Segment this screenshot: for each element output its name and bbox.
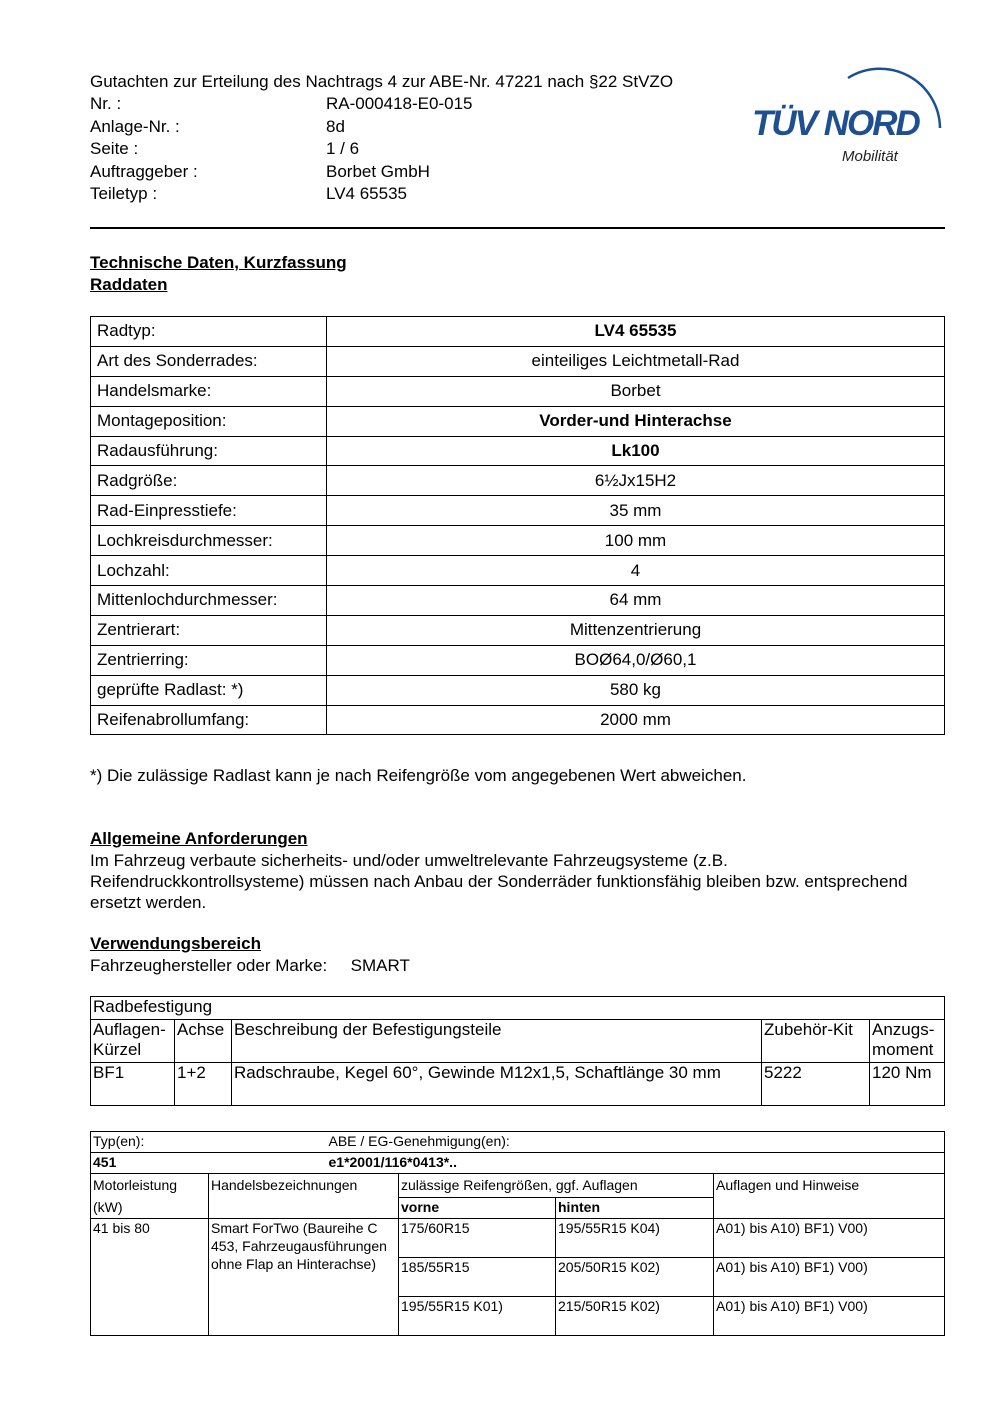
- motor-value: 41 bis 80: [91, 1219, 209, 1336]
- hinten-value: 195/55R15 K04): [556, 1219, 714, 1258]
- raddaten-label: Lochkreisdurchmesser:: [91, 526, 327, 556]
- col-reifen: zulässige Reifengrößen, ggf. Auflagen: [399, 1174, 714, 1198]
- raddaten-row: [91, 526, 945, 556]
- raddaten-row: [91, 436, 945, 466]
- raddaten-label: geprüfte Radlast: *): [91, 675, 327, 705]
- vorne-value: 175/60R15: [399, 1219, 556, 1258]
- document-title: Gutachten zur Erteilung des Nachtrags 4 zur ABE-Nr. 47221 nach §22 StVZO: [90, 72, 674, 91]
- raddaten-row: [91, 346, 945, 376]
- hinten-value: 215/50R15 K02): [556, 1297, 714, 1336]
- vorne-value: 195/55R15 K01): [399, 1297, 556, 1336]
- heading-raddaten: Raddaten: [90, 275, 168, 294]
- befest-header-kit: Zubehör-Kit: [762, 1020, 870, 1063]
- fahrzeug-table: [90, 1131, 945, 1336]
- raddaten-label: Zentrierart:: [91, 615, 327, 645]
- header-row-nr: [90, 93, 472, 116]
- auflagen-value: A01) bis A10) BF1) V00): [714, 1219, 945, 1258]
- header-value: 8d: [326, 116, 345, 136]
- raddaten-row: [91, 556, 945, 586]
- befest-header-row: [91, 1020, 945, 1063]
- header-value: 1 / 6: [326, 139, 360, 158]
- befest-achse: 1+2: [175, 1063, 232, 1106]
- raddaten-value: LV4 65535: [327, 317, 945, 347]
- hersteller-value: SMART: [350, 956, 410, 975]
- typ-value-row: [91, 1153, 945, 1174]
- heading-verwendung: Verwendungsbereich: [90, 934, 261, 953]
- raddaten-row: [91, 317, 945, 347]
- raddaten-label: Lochzahl:: [91, 556, 327, 586]
- logo-brand: TÜV NORD: [752, 104, 919, 143]
- raddaten-row: [91, 496, 945, 526]
- raddaten-value: Lk100: [327, 436, 945, 466]
- heading-allgemein: Allgemeine Anforderungen: [90, 829, 308, 848]
- befest-header-kuerzel: Auflagen-Kürzel: [91, 1020, 175, 1063]
- typ-data-row: [91, 1219, 945, 1258]
- header-row-teiletyp: [90, 183, 472, 206]
- raddaten-row: [91, 376, 945, 406]
- raddaten-label: Reifenabrollumfang:: [91, 705, 327, 735]
- raddaten-label: Art des Sonderrades:: [91, 346, 327, 376]
- befest-moment: 120 Nm: [870, 1063, 945, 1106]
- auflagen-value: A01) bis A10) BF1) V00): [714, 1258, 945, 1297]
- auflagen-value: A01) bis A10) BF1) V00): [714, 1297, 945, 1336]
- typ-value: 451: [91, 1153, 399, 1174]
- header-label: Seite :: [90, 139, 139, 158]
- raddaten-label: Zentrierring:: [91, 645, 327, 675]
- col-handel: Handelsbezeichnungen: [209, 1174, 399, 1219]
- raddaten-row: [91, 466, 945, 496]
- heading-technische: Technische Daten, Kurzfassung: [90, 253, 347, 272]
- header-row-seite: [90, 138, 472, 161]
- raddaten-label: Handelsmarke:: [91, 376, 327, 406]
- raddaten-row: [91, 406, 945, 436]
- handel-value: Smart ForTwo (Baureihe C 453, Fahrzeugausführungen ohne Flap an Hinterachse): [209, 1219, 399, 1336]
- header-value: Borbet GmbH: [326, 161, 430, 181]
- header-row-auftraggeber: [90, 161, 472, 184]
- raddaten-value: 4: [327, 556, 945, 586]
- abe-label-text: ABE / EG-Genehmigung(en):: [328, 1133, 510, 1149]
- raddaten-value: 100 mm: [327, 526, 945, 556]
- raddaten-value: 6½Jx15H2: [327, 466, 945, 496]
- raddaten-label: Radtyp:: [91, 317, 327, 347]
- radbefestigung-table: [90, 996, 945, 1106]
- col-auflagen: Auflagen und Hinweise: [714, 1174, 945, 1219]
- raddaten-label: Radausführung:: [91, 436, 327, 466]
- typ-header-row: [91, 1174, 945, 1198]
- header-label: Teiletyp :: [90, 184, 158, 203]
- col-hinten: hinten: [556, 1197, 714, 1218]
- header-label: Nr. :: [90, 94, 122, 113]
- vorne-value: 185/55R15: [399, 1258, 556, 1297]
- header-label: Auftraggeber :: [90, 161, 198, 181]
- raddaten-value: Mittenzentrierung: [327, 615, 945, 645]
- abe-label: [328, 1132, 945, 1153]
- hersteller-label: Fahrzeughersteller oder Marke:: [90, 956, 328, 975]
- abe-value: [328, 1153, 945, 1174]
- raddaten-value: 35 mm: [327, 496, 945, 526]
- raddaten-row: [91, 705, 945, 735]
- col-vorne: vorne: [399, 1197, 556, 1218]
- abe-value-text: e1*2001/116*0413*..: [328, 1154, 457, 1170]
- raddaten-value: 580 kg: [327, 675, 945, 705]
- raddaten-value: BOØ64,0/Ø60,1: [327, 645, 945, 675]
- header-value: LV4 65535: [326, 184, 407, 203]
- raddaten-table: [90, 316, 945, 735]
- header-label: Anlage-Nr. :: [90, 116, 180, 136]
- raddaten-value: 64 mm: [327, 586, 945, 616]
- befest-kit: 5222: [762, 1063, 870, 1106]
- raddaten-row: [91, 645, 945, 675]
- logo-sub: Mobilität: [842, 148, 898, 165]
- raddaten-value: 2000 mm: [327, 705, 945, 735]
- befest-title: Radbefestigung: [91, 997, 945, 1020]
- raddaten-label: Mittenlochdurchmesser:: [91, 586, 327, 616]
- raddaten-value: einteiliges Leichtmetall-Rad: [327, 346, 945, 376]
- befest-header-achse: Achse: [175, 1020, 232, 1063]
- raddaten-label: Rad-Einpresstiefe:: [91, 496, 327, 526]
- radlast-note: *) Die zulässige Radlast kann je nach Reifengröße vom angegebenen Wert abweichen.: [90, 766, 747, 785]
- allgemein-text: Im Fahrzeug verbaute sicherheits- und/oder umweltrelevante Fahrzeugsysteme (z.B. Reifendruckkontrollsysteme) müssen nach Anbau der Sonderräder funktionsfähig bleiben bzw. entsprechend ersetzt werden.: [90, 851, 908, 912]
- befest-header-beschreibung: Beschreibung der Befestigungsteile: [232, 1020, 762, 1063]
- typ-label-row: [91, 1132, 945, 1153]
- typ-label: Typ(en):: [91, 1132, 399, 1153]
- befest-kuerzel: BF1: [91, 1063, 175, 1106]
- col-motor: Motorleistung (kW): [91, 1174, 209, 1219]
- befest-beschreibung: Radschraube, Kegel 60°, Gewinde M12x1,5, Schaftlänge 30 mm: [232, 1063, 762, 1106]
- raddaten-value: Vorder-und Hinterachse: [327, 406, 945, 436]
- hinten-value: 205/50R15 K02): [556, 1258, 714, 1297]
- raddaten-row: [91, 675, 945, 705]
- header-row-anlage: [90, 116, 472, 139]
- befest-data-row: [91, 1063, 945, 1106]
- raddaten-label: Radgröße:: [91, 466, 327, 496]
- header-value: RA-000418-E0-015: [326, 94, 473, 113]
- raddaten-label: Montageposition:: [91, 406, 327, 436]
- hersteller-line: [90, 955, 410, 976]
- header-divider: [90, 227, 945, 229]
- befest-title-row: [91, 997, 945, 1020]
- raddaten-row: [91, 615, 945, 645]
- raddaten-value: Borbet: [327, 376, 945, 406]
- raddaten-row: [91, 586, 945, 616]
- befest-header-moment: Anzugs-moment: [870, 1020, 945, 1063]
- header-meta: [90, 93, 472, 206]
